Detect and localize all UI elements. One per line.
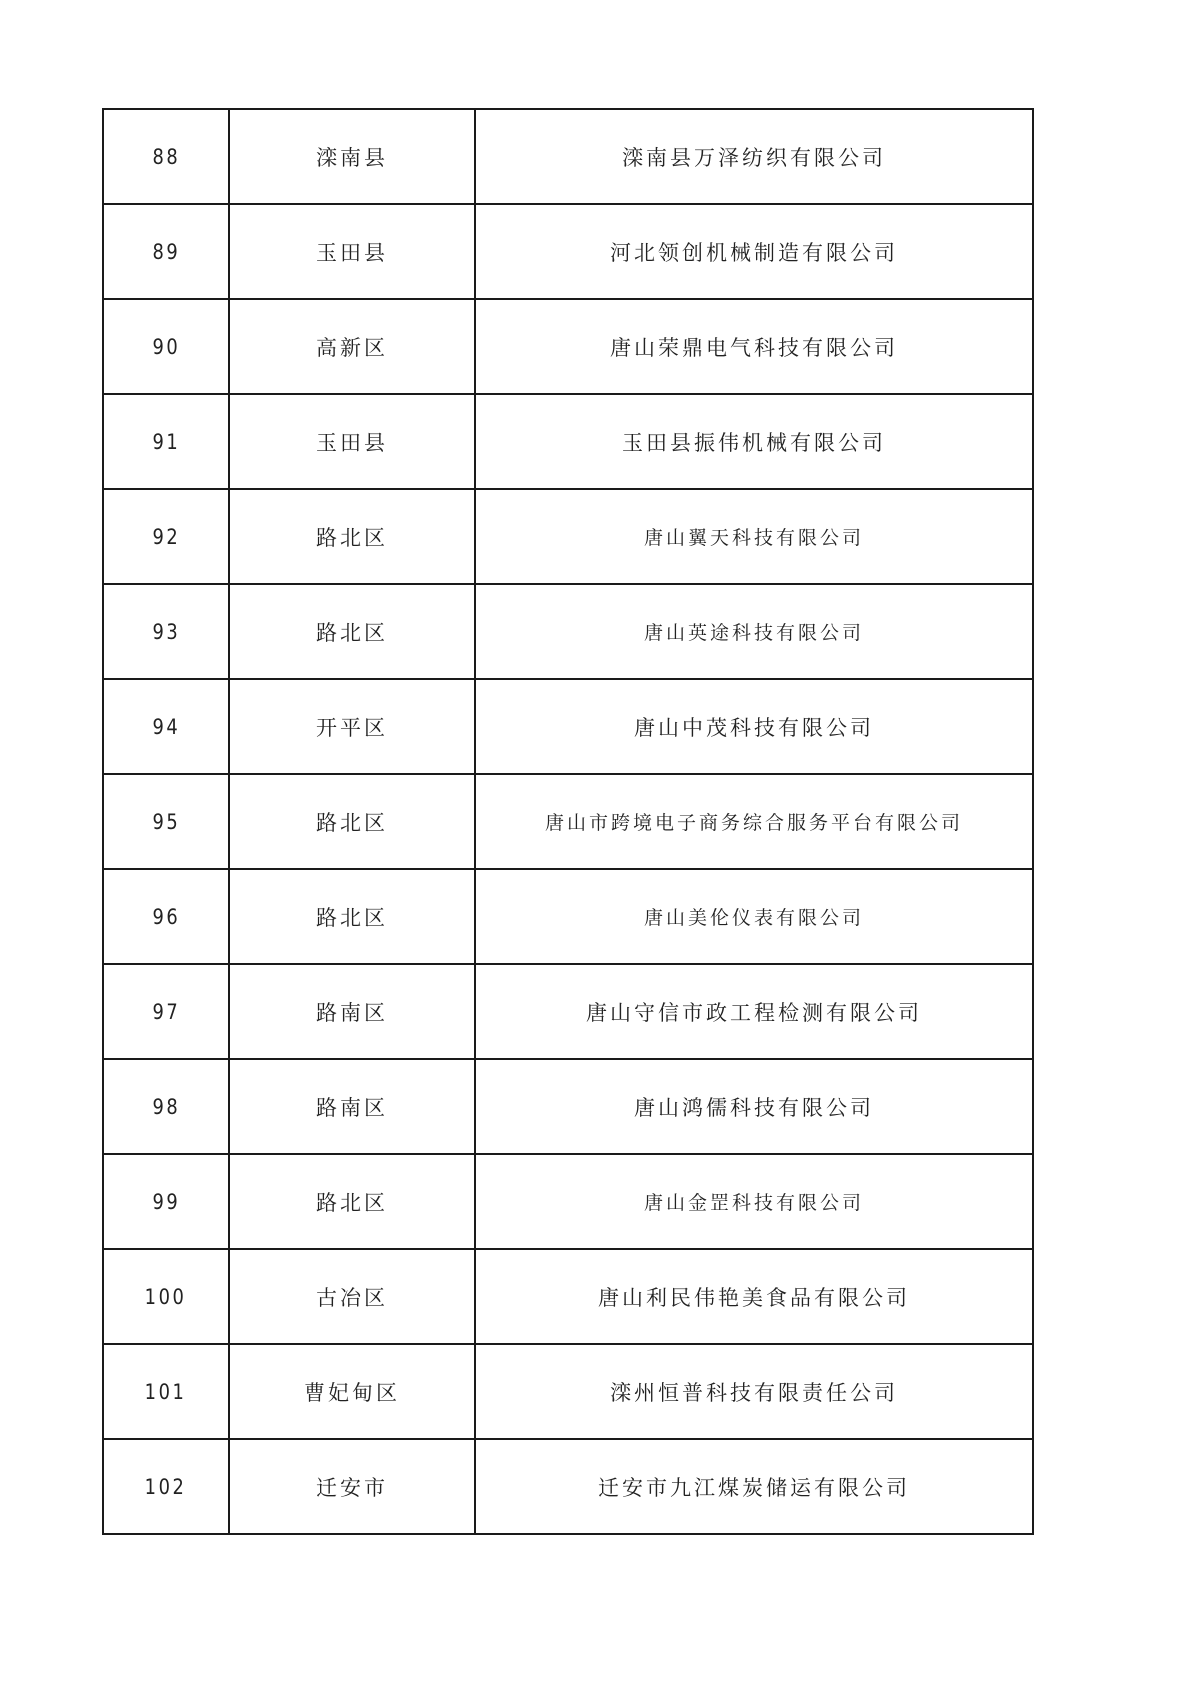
row-number: 96 [103,869,229,964]
row-number: 95 [103,774,229,869]
district-cell: 滦南县 [229,109,475,204]
company-cell: 唐山英途科技有限公司 [475,584,1033,679]
row-number: 97 [103,964,229,1059]
company-cell: 滦南县万泽纺织有限公司 [475,109,1033,204]
table-row [103,869,1033,964]
company-list-table [102,108,1034,1535]
table-row [103,489,1033,584]
district-cell: 路南区 [229,1059,475,1154]
table-row [103,109,1033,204]
district-cell: 古冶区 [229,1249,475,1344]
company-cell: 滦州恒普科技有限责任公司 [475,1344,1033,1439]
table-row [103,204,1033,299]
company-cell: 唐山市跨境电子商务综合服务平台有限公司 [475,774,1033,869]
row-number: 90 [103,299,229,394]
row-number: 102 [103,1439,229,1534]
company-cell: 唐山翼天科技有限公司 [475,489,1033,584]
company-cell: 唐山金罡科技有限公司 [475,1154,1033,1249]
district-cell: 路北区 [229,584,475,679]
district-cell: 迁安市 [229,1439,475,1534]
row-number: 91 [103,394,229,489]
company-cell: 玉田县振伟机械有限公司 [475,394,1033,489]
district-cell: 路北区 [229,489,475,584]
row-number: 101 [103,1344,229,1439]
row-number: 93 [103,584,229,679]
district-cell: 路北区 [229,774,475,869]
row-number: 92 [103,489,229,584]
table-row [103,1344,1033,1439]
table-row [103,1154,1033,1249]
company-cell: 唐山中茂科技有限公司 [475,679,1033,774]
company-cell: 唐山鸿儒科技有限公司 [475,1059,1033,1154]
table-row [103,1059,1033,1154]
table-row [103,1249,1033,1344]
row-number: 88 [103,109,229,204]
table-row [103,774,1033,869]
row-number: 98 [103,1059,229,1154]
table-row [103,584,1033,679]
table-row [103,964,1033,1059]
district-cell: 路北区 [229,1154,475,1249]
company-cell: 唐山荣鼎电气科技有限公司 [475,299,1033,394]
district-cell: 曹妃甸区 [229,1344,475,1439]
district-cell: 玉田县 [229,394,475,489]
company-cell: 唐山守信市政工程检测有限公司 [475,964,1033,1059]
row-number: 99 [103,1154,229,1249]
row-number: 89 [103,204,229,299]
company-cell: 河北领创机械制造有限公司 [475,204,1033,299]
company-cell: 唐山利民伟艳美食品有限公司 [475,1249,1033,1344]
company-cell: 迁安市九江煤炭储运有限公司 [475,1439,1033,1534]
district-cell: 开平区 [229,679,475,774]
table-row [103,299,1033,394]
row-number: 100 [103,1249,229,1344]
district-cell: 路南区 [229,964,475,1059]
district-cell: 玉田县 [229,204,475,299]
table-row [103,394,1033,489]
row-number: 94 [103,679,229,774]
district-cell: 高新区 [229,299,475,394]
table-row [103,1439,1033,1534]
district-cell: 路北区 [229,869,475,964]
table-row [103,679,1033,774]
company-cell: 唐山美伦仪表有限公司 [475,869,1033,964]
